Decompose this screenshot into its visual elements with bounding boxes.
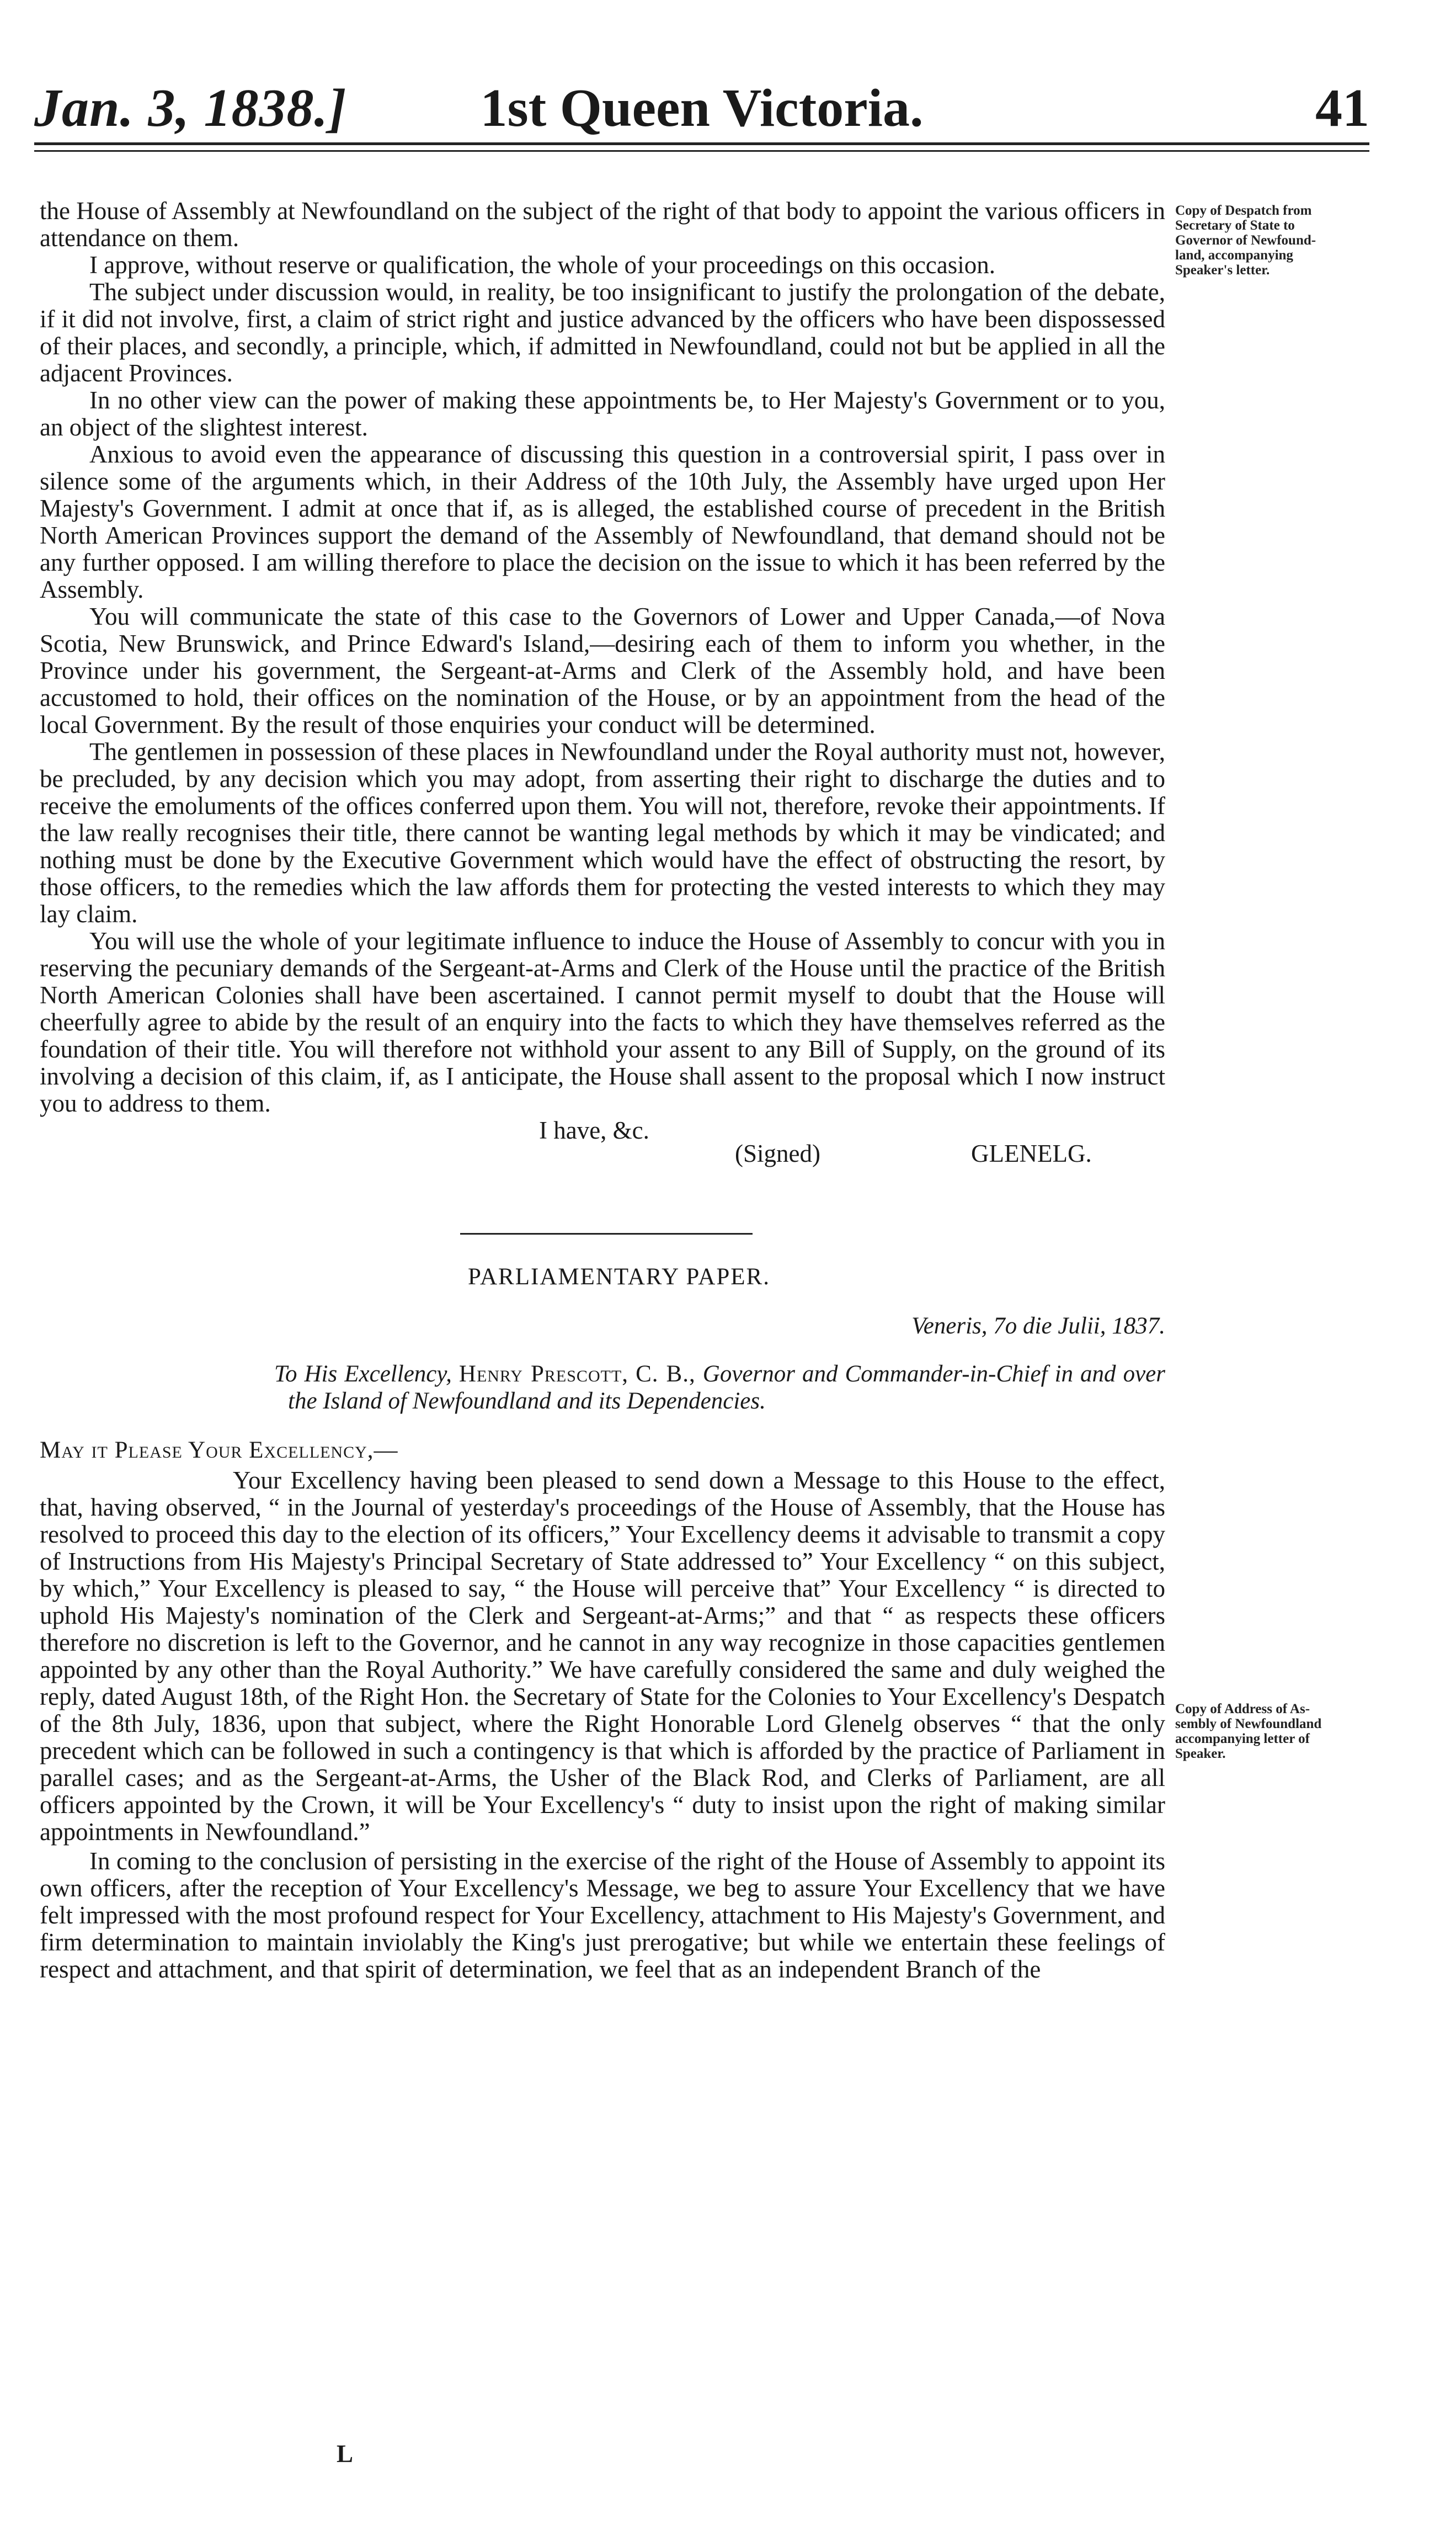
address-heading bbox=[274, 1360, 1166, 1415]
address-to: To His Excellency, bbox=[274, 1361, 452, 1387]
margin-note-line: land, accompanying bbox=[1175, 248, 1293, 263]
despatch-paragraph: You will communicate the state of this case to the Governors of Lower and Upper Canada,—of Nova Scotia, New Brunswick, and Prince Edward's Island,—desiring each of them to inform you whether, in the Province under his government, the Sergeant-at-Arms and Clerk of the Assembly hold, and have been accustomed to hold, their offices on the nomination of the House, or by an appointment from the head of the local Government. By the result of those enquiries your conduct will be determined. bbox=[40, 603, 1165, 738]
margin-note-line: Speaker's letter. bbox=[1175, 263, 1270, 278]
signed-label: (Signed) bbox=[735, 1140, 820, 1167]
header-rule-thick bbox=[34, 142, 1369, 145]
margin-note-line: sembly of Newfoundland bbox=[1175, 1716, 1322, 1731]
margin-note-line: accompanying letter of bbox=[1175, 1731, 1310, 1746]
margin-note-address bbox=[1175, 1702, 1396, 1761]
despatch-paragraph: The gentlemen in possession of these places in Newfoundland under the Royal authority must not, however, be precluded, by any decision which you may adopt, from asserting their right to discharge the duties and to receive the emoluments of the offices conferred upon them. You will not, therefore, revoke their appointments. If the law really recognises their title, there cannot be wanting legal methods by which it may be vindicated; and nothing must be done by the Executive Government which would have the effect of obstructing the resort, by those officers, to the remedies which the law affords them for protecting the vested interests to which they may lay claim. bbox=[40, 738, 1165, 928]
address-cb: C. B., bbox=[636, 1361, 696, 1387]
address-name: Henry Prescott, bbox=[458, 1361, 629, 1387]
header-title: 1st Queen Victoria. bbox=[480, 78, 924, 138]
margin-note-line: Governor of Newfound- bbox=[1175, 233, 1316, 248]
signatory-name: GLENELG. bbox=[971, 1140, 1092, 1167]
section-title: PARLIAMENTARY PAPER. bbox=[468, 1264, 770, 1290]
header-rule-thin bbox=[34, 150, 1369, 152]
despatch-paragraph: In no other view can the power of making these appointments be, to Her Majesty's Government or to you, an object of the slightest interest. bbox=[40, 386, 1165, 441]
despatch-paragraph: Anxious to avoid even the appearance of discussing this question in a controversial spirit, I pass over in silence some of the arguments which, in their Address of the 10th July, the Assembly have urged upon Her Majesty's Government. I admit at once that if, as is alleged, the established course of precedent in the British North American Provinces support the demand of the Assembly of Newfoundland, that demand should not be any further opposed. I am willing therefore to place the decision on the issue to which it has been referred by the Assembly. bbox=[40, 440, 1165, 603]
despatch-paragraph: the House of Assembly at Newfoundland on the subject of the right of that body to appoint the various officers in attendance on them. bbox=[40, 197, 1165, 252]
margin-note-despatch bbox=[1175, 203, 1396, 278]
running-header bbox=[34, 77, 1369, 138]
address-paragraph: In coming to the conclusion of persisting in the exercise of the right of the House of Assembly to appoint its own officers, after the reception of Your Excellency's Message, we beg to assure Your Excellency that we have felt impressed with the most profound respect for Your Excellency, attachment to His Majesty's Government, and firm determination to maintain inviolably the King's just prerogative; but while we entertain these feelings of respect and attachment, and that spirit of determination, we feel that as an independent Branch of the bbox=[40, 1847, 1165, 1983]
address-rest: Governor and Commander-in-Chief in and over the Island of Newfoundland and its Dependencies. bbox=[288, 1361, 1166, 1414]
page-number: 41 bbox=[1315, 78, 1369, 138]
signature-mark: L bbox=[337, 2440, 354, 2468]
despatch-signature-block bbox=[40, 1117, 1165, 1178]
margin-note-line: Secretary of State to bbox=[1175, 218, 1295, 233]
main-text-column bbox=[40, 198, 1165, 1983]
header-date: Jan. 3, 1838.] bbox=[34, 78, 347, 138]
section-date: Veneris, 7o die Julii, 1837. bbox=[911, 1313, 1165, 1339]
margin-note-line: Speaker. bbox=[1175, 1746, 1226, 1761]
despatch-paragraph: You will use the whole of your legitimate influence to induce the House of Assembly to concur with you in reserving the pecuniary demands of the Sergeant-at-Arms and Clerk of the House until the practice of the British North American Colonies shall have been ascertained. I cannot permit myself to doubt that the House will cheerfully agree to abide by the result of an enquiry into the facts to which they have themselves referred as the foundation of their title. You will therefore not withhold your assent to any Bill of Supply, on the ground of its involving a decision of this claim, if, as I anticipate, the House shall assent to the proposal which I now instruct you to address to them. bbox=[40, 927, 1165, 1117]
closing-phrase: I have, &c. bbox=[539, 1117, 649, 1144]
margin-note-line: Copy of Despatch from bbox=[1175, 203, 1312, 218]
despatch-paragraph: The subject under discussion would, in reality, be too insignificant to justify the prolongation of the debate, if it did not involve, first, a claim of strict right and justice advanced by the officers who have been dispossessed of their places, and secondly, a principle, which, if admitted in Newfoundland, could not but be applied in all the adjacent Provinces. bbox=[40, 278, 1165, 387]
despatch-paragraph: I approve, without reserve or qualification, the whole of your proceedings on this occasion. bbox=[89, 251, 996, 279]
margin-note-line: Copy of Address of As- bbox=[1175, 1702, 1310, 1716]
section-divider bbox=[460, 1233, 753, 1235]
address-paragraph: Your Excellency having been pleased to send down a Message to this House to the effect, that, having observed, “ in the Journal of yesterday's proceedings of the House of Assembly, that the House has resolved to proceed this day to the election of its officers,” Your Excellency deems it advisable to transmit a copy of Instructions from His Majesty's Principal Secretary of State addressed to” Your Excellency “ on this subject, by which,” Your Excellency is pleased to say, “ the House will perceive that” Your Excellency “ is directed to uphold His Majesty's nomination of the Clerk and Sergeant-at-Arms;” and that “ as respects these officers therefore no discretion is left to the Governor, and he cannot in any way recognize in those capacities gentlemen appointed by any other than the Royal Authority.” We have carefully considered the same and duly weighed the reply, dated August 18th, of the Right Hon. the Secretary of State for the Colonies to Your Excellency's Despatch of the 8th July, 1836, upon that subject, where the Right Honorable Lord Glenelg observes “ that the only precedent which can be followed in such a contingency is that which is afforded by the practice of Parliament in parallel cases; and as the Sergeant-at-Arms, the Usher of the Black Rod, and Clerks of Parliament, are all officers appointed by the Crown, it will be Your Excellency's “ duty to insist upon the right of making similar appointments in Newfoundland.” bbox=[40, 1466, 1165, 1846]
salutation: May it Please Your Excellency,— bbox=[40, 1437, 398, 1463]
